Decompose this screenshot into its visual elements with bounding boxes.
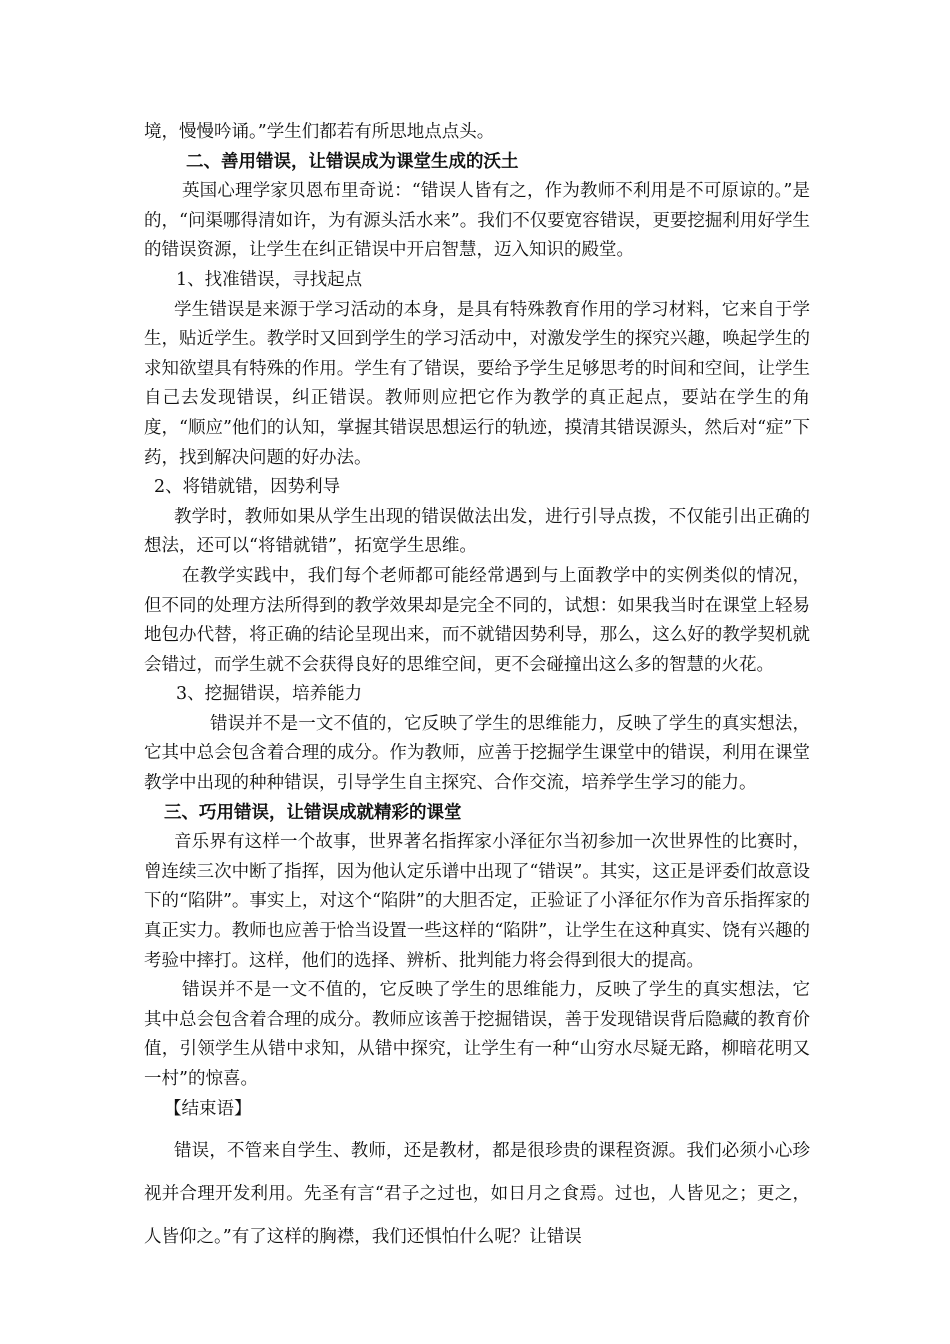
subheading-item-1: 1、找准错误，寻找起点 — [176, 269, 363, 290]
section-heading-3: 三、巧用错误，让错误成就精彩的课堂 — [164, 802, 462, 823]
paragraph-section2-lead: 英国心理学家贝恩布里奇说：“错误人皆有之，作为教师不利用是不可原谅的。”是的，“问渠哪得清如许，为有源头活水来”。我们不仅要宽容错误，更要挖掘利用好学生的错误资源，让学生在纠正错误中开启智慧，迈入知识的殿堂。 — [144, 181, 810, 261]
paragraph-section3-b: 错误并不是一文不值的，它反映了学生的思维能力，反映了学生的真实想法，它其中总会包含着合理的成分。教师应该善于挖掘错误，善于发现错误背后隐藏的教育价值，引领学生从错中求知，从错中探究，让学生有一种“山穷水尽疑无路，柳暗花明又一村”的惊喜。 — [144, 980, 810, 1089]
section-heading-2: 二、善用错误，让错误成为课堂生成的沃土 — [186, 151, 519, 172]
subheading-item-2: 2、将错就错，因势利导 — [154, 477, 341, 498]
paragraph-item-1: 学生错误是来源于学习活动的本身，是具有特殊教育作用的学习材料，它来自于学生，贴近学生。教学时又回到学生的学习活动中，对激发学生的探究兴趣，唤起学生的求知欲望具有特殊的作用。学生有了错误，要给予学生足够思考的时间和空间，让学生自己去发现错误，纠正错误。教师则应把它作为教学的真正起点，要站在学生的角度，“顺应”他们的认知，掌握其错误思想运行的轨迹，摸清其错误源头，然后对“症”下药，找到解决问题的好办法。 — [144, 299, 810, 468]
paragraph-item-3: 错误并不是一文不值的，它反映了学生的思维能力，反映了学生的真实想法，它其中总会包含着合理的成分。作为教师，应善于挖掘学生课堂中的错误，利用在课堂教学中出现的种种错误，引导学生自主探究、合作交流，培养学生学习的能力。 — [144, 713, 810, 794]
paragraph-item-2a: 教学时，教师如果从学生出现的错误做法出发，进行引导点拨，不仅能引出正确的想法，还可以“将错就错”，拓宽学生思维。 — [144, 506, 810, 557]
document-body — [144, 118, 810, 1259]
conclusion-tag: 【结束语】 — [164, 1098, 252, 1119]
subheading-item-3: 3、挖掘错误，培养能力 — [176, 684, 363, 705]
paragraph-item-2b: 在教学实践中，我们每个老师都可能经常遇到与上面教学中的实例类似的情况，但不同的处理方法所得到的教学效果却是完全不同的，试想：如果我当时在课堂上轻易地包办代替，将正确的结论呈现出来，而不就错因势利导，那么，这么好的教学契机就会错过，而学生就不会获得良好的思维空间，更不会碰撞出这么多的智慧的火花。 — [144, 565, 810, 675]
paragraph-section3-a: 音乐界有这样一个故事，世界著名指挥家小泽征尔当初参加一次世界性的比赛时，曾连续三次中断了指挥，因为他认定乐谱中出现了“错误”。其实，这正是评委们故意设下的“陷阱”。事实上，对这个“陷阱”的大胆否定，正验证了小泽征尔作为音乐指挥家的真正实力。教师也应善于恰当设置一些这样的“陷阱”，让学生在这种真实、饶有兴趣的考验中摔打。这样，他们的选择、辨析、批判能力将会得到很大的提高。 — [144, 832, 810, 971]
paragraph-conclusion: 错误，不管来自学生、教师，还是教材，都是很珍贵的课程资源。我们必须小心珍视并合理开发利用。先圣有言“君子之过也，如日月之食焉。过也，人皆见之；更之，人皆仰之。”有了这样的胸襟，我们还惧怕什么呢？让错误 — [144, 1141, 810, 1248]
paragraph-intro-tail: 境，慢慢吟诵。”学生们都若有所思地点点头。 — [144, 122, 495, 142]
